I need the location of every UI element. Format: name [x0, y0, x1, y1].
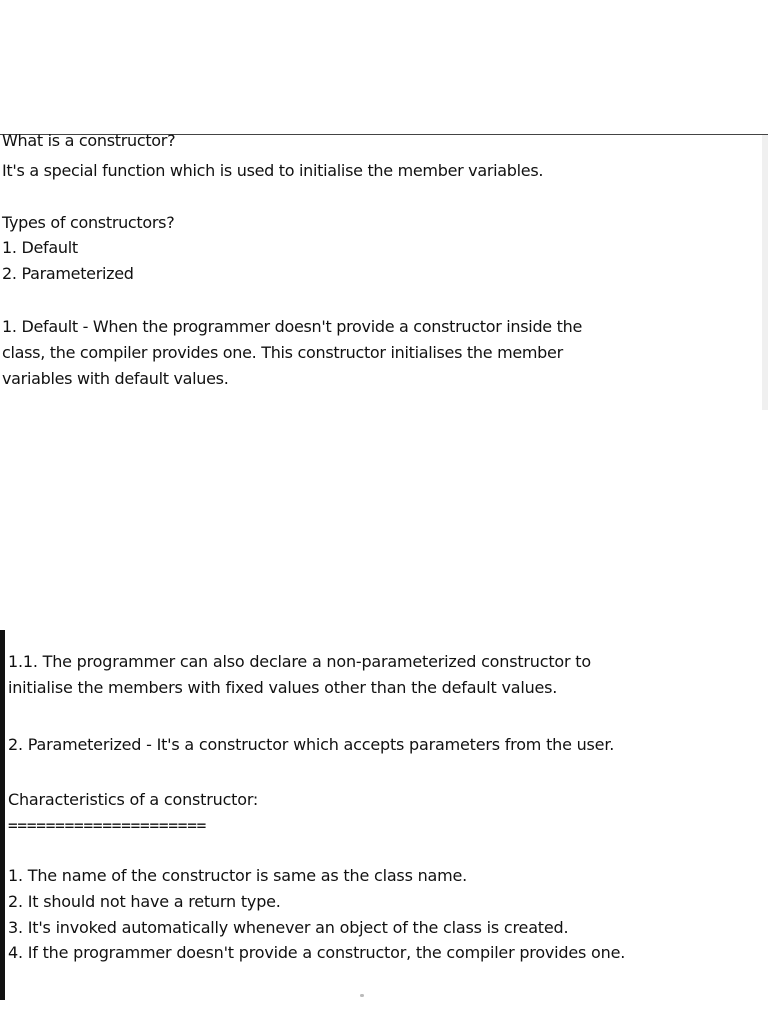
default-paragraph-line: 1. Default - When the programmer doesn't provide a constructor inside the [2, 317, 582, 336]
scan-speck [360, 994, 364, 997]
characteristic-item: 4. If the programmer doesn't provide a constructor, the compiler provides one. [8, 943, 626, 962]
characteristic-item: 2. It should not have a return type. [8, 892, 281, 911]
default-paragraph-line: class, the compiler provides one. This constructor initialises the member [2, 343, 563, 362]
constructor-question: What is a constructor? [2, 131, 176, 150]
type-item-default: 1. Default [2, 238, 78, 257]
top-text-snippet [0, 131, 768, 409]
types-heading: Types of constructors? [2, 213, 175, 232]
nonparam-paragraph-line: initialise the members with fixed values other than the default values. [8, 678, 558, 697]
constructor-answer: It's a special function which is used to initialise the member variables. [2, 161, 544, 180]
default-paragraph-line: variables with default values. [2, 369, 229, 388]
type-item-parameterized: 2. Parameterized [2, 264, 134, 283]
characteristics-heading: Characteristics of a constructor: [8, 790, 259, 809]
nonparam-paragraph-line: 1.1. The programmer can also declare a non-parameterized constructor to [8, 652, 591, 671]
characteristic-item: 3. It's invoked automatically whenever an object of the class is created. [8, 918, 569, 937]
heading-underline: ===================== [8, 816, 207, 835]
bottom-text-snippet [0, 630, 768, 1000]
characteristic-item: 1. The name of the constructor is same as the class name. [8, 866, 468, 885]
parameterized-definition: 2. Parameterized - It's a constructor which accepts parameters from the user. [8, 735, 615, 754]
